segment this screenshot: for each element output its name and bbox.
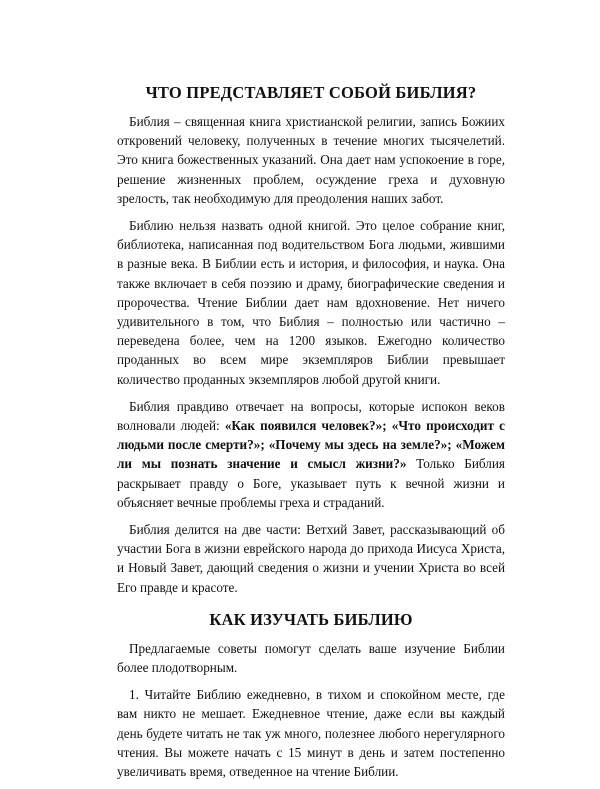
- heading-what-is-bible: ЧТО ПРЕДСТАВЛЯЕТ СОБОЙ БИБЛИЯ?: [145, 83, 477, 102]
- questions-bold-text: «Как появился человек?»; «Что происходит с людьми после смерти?»; «Почему мы здесь на земле?»; «Можем ли мы познать значение и смысл жизни?»: [117, 418, 505, 472]
- questions-outro-text: Только Библия раскрывает правду о Боге, указывает путь к вечной жизни и объясняет вечные проблемы греха и страданий.: [117, 456, 505, 510]
- paragraph-bible-questions: [117, 397, 505, 512]
- paragraph-bible-definition: Библия – священная книга христианской религии, запись Божиих откровений человеку, полученных в течение многих тысячелетий. Это книга божественных указаний. Она дает нам успокоение в горе, решение жизненных проблем, осуждение греха и духовную зрелость, так необходимую для преодоления наших забот.: [117, 114, 505, 206]
- paragraph-study-intro: Предлагаемые советы помогут сделать ваше изучение Библии более плодотворным.: [117, 640, 505, 676]
- paragraph-bible-library: Библию нельзя назвать одной книгой. Это целое собрание книг, библиотека, написанная под водительством Бога людьми, жившими в разные века. В Библии есть и история, и философия, и наука. Она также включает в себя поэзию и драму, биографические сведения и пророчества. Чтение Библии дает нам вдохновение. Нет ничего удивительного в том, что Библия – полностью или частично – переведена более, чем на 1200 языков. Ежегодно количество проданных во всем мире экземпляров Библии превышает количество проданных экземпляров любой другой книги.: [117, 218, 505, 387]
- paragraph-bible-parts: Библия делится на две части: Ветхий Завет, рассказывающий об участии Бога в жизни еврейского народа до прихода Иисуса Христа, и Новый Завет, дающий сведения о жизни и учении Христа во всей Его правде и красоте.: [117, 522, 505, 595]
- heading-how-to-study: КАК ИЗУЧАТЬ БИБЛИЮ: [209, 609, 413, 629]
- paragraph-study-tip-1: 1. Читайте Библию ежедневно, в тихом и спокойном месте, где вам никто не мешает. Ежедневное чтение, даже если вы каждый день будете читать не так уж много, полезнее любого нерегулярного чтения. Вы можете начать с 15 минут в день и затем постепенно увеличивать время, отведенное на чтение Библии.: [117, 687, 505, 780]
- questions-intro-text: Библия правдиво отвечает на вопросы, которые испокон веков волновали людей:: [117, 398, 505, 434]
- document-page: [117, 82, 505, 789]
